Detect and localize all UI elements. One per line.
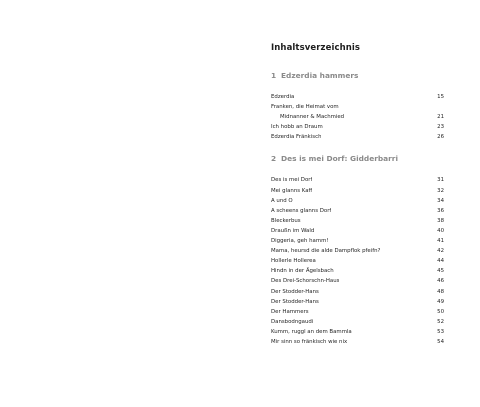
entry-title: Des Drei-Schorschn-Haus [271,278,340,285]
toc-entry [271,112,444,122]
toc-entry [271,196,444,206]
table-of-contents [271,42,444,359]
entry-page: 46 [437,278,444,285]
entry-title: Draußn im Wald [271,227,315,234]
entry-title: Franken, die Heimat vom [271,104,339,111]
toc-entry [271,102,444,112]
entry-page: 32 [437,187,444,194]
toc-entry [271,186,444,196]
toc-entry [271,175,444,185]
toc-entry [271,246,444,256]
entry-title: Hindn in der Ägelsbach [271,268,334,275]
toc-entry [271,216,444,226]
chapter-title: Des is mei Dorf: Gidderbarri [281,154,398,164]
chapter-1 [271,71,444,142]
entry-title: Der Hammers [271,308,309,315]
toc-entry [271,327,444,337]
entry-title: Kumm, ruggl an dem Bammla [271,328,352,335]
chapter-title: Edzerdia hammers [281,71,359,80]
toc-entry [271,236,444,246]
entry-title: Mei glanns Kaff [271,187,313,194]
chapter-number: 1 [271,71,277,80]
entry-title: Mir sinn so fränkisch wie nix [271,338,348,345]
entry-page: 52 [437,318,444,325]
chapter-2 [271,154,444,347]
entry-page: 26 [437,134,444,141]
toc-entry [271,287,444,297]
toc-entry [271,266,444,276]
entry-page: 50 [437,308,444,315]
entry-page: 34 [437,197,444,204]
toc-entry [271,122,444,132]
chapter-number: 2 [271,154,277,164]
chapter-entry-list [271,175,444,347]
entry-page: 15 [437,94,444,100]
entry-title: Der Stodder-Hans [271,288,319,295]
entry-title: Dansbodngaudi [271,318,314,325]
entry-title: Midnanner & Machmied [280,114,345,121]
entry-page: 54 [437,338,444,345]
chapter-entry-list [271,92,444,142]
entry-page: 40 [437,227,444,234]
entry-page: 45 [437,268,444,275]
entry-page: 48 [437,288,444,295]
toc-entry [271,256,444,266]
chapter-heading [271,71,444,81]
entry-title: Des is mei Dorf [271,177,313,184]
entry-title: Diggeria, geh hamm! [271,238,329,245]
entry-title: Der Stodder-Hans [271,298,319,305]
toc-entry [271,92,444,102]
entry-page: 31 [437,177,444,184]
entry-title: Edzerdia [271,94,295,100]
entry-page: 38 [437,217,444,224]
toc-entry [271,206,444,216]
entry-page: 53 [437,328,444,335]
toc-entry [271,297,444,307]
chapter-heading [271,154,444,164]
entry-title: A und O [271,197,293,204]
entry-title: Bleckerbus [271,217,301,224]
toc-entry [271,337,444,347]
entry-page: 21 [437,114,444,121]
toc-entry [271,226,444,236]
entry-title: Hollerle Hollerea [271,258,316,265]
entry-page: 23 [437,124,444,131]
entry-page: 42 [437,248,444,255]
toc-entry [271,276,444,286]
entry-title: Edzerdia Fränkisch [271,134,322,141]
toc-entry [271,132,444,142]
toc-entry [271,307,444,317]
entry-page: 36 [437,207,444,214]
entry-title: Ich hobb an Draum [271,124,323,131]
toc-title: Inhaltsverzeichnis [271,43,361,53]
toc-entry [271,317,444,327]
entry-page: 49 [437,298,444,305]
entry-title: A scheens glanns Dorf [271,207,332,214]
entry-title: Mama, heursd die alde Dampflok pfeifn? [271,248,381,255]
entry-page: 41 [437,238,444,245]
entry-page: 44 [437,258,444,265]
